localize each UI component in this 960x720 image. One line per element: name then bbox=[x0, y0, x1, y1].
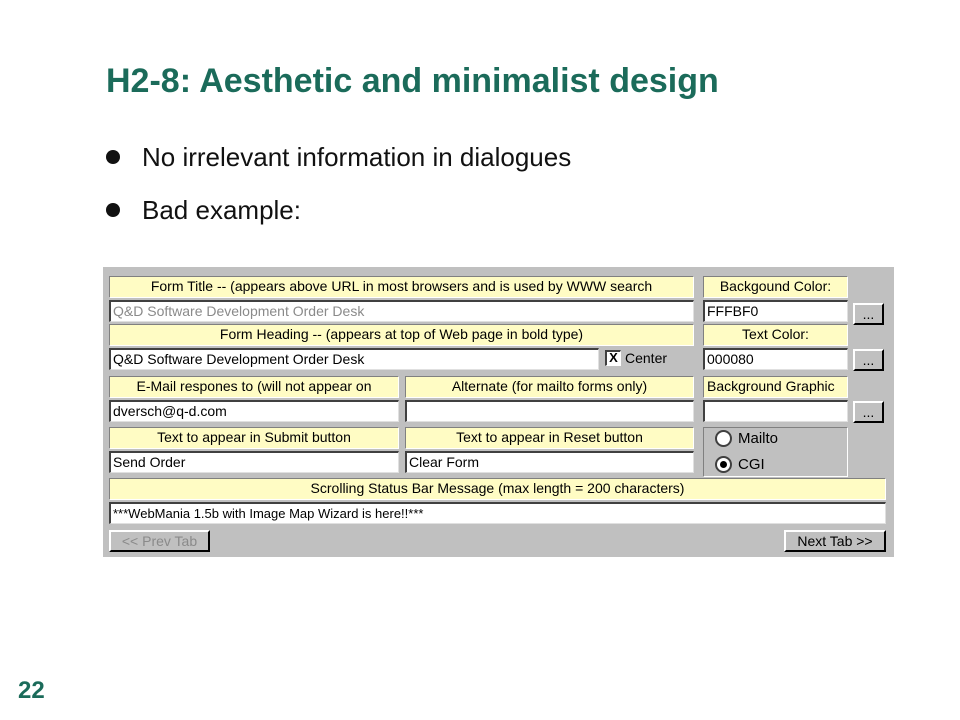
bullet-item bbox=[106, 142, 571, 173]
bullet-item bbox=[106, 195, 301, 226]
text-color-input[interactable]: 000080 bbox=[703, 348, 848, 370]
mailto-radio[interactable] bbox=[715, 429, 840, 451]
status-message-input[interactable]: ***WebMania 1.5b with Image Map Wizard is here!!*** bbox=[109, 502, 886, 524]
form-settings-dialog bbox=[97, 267, 894, 557]
form-title-input[interactable]: Q&D Software Development Order Desk bbox=[109, 300, 694, 322]
bullet-dot-icon bbox=[106, 150, 120, 164]
background-graphic-input[interactable] bbox=[703, 400, 848, 422]
bullet-dot-icon bbox=[106, 203, 120, 217]
background-graphic-browse-button[interactable]: ... bbox=[853, 401, 884, 423]
radio-selected-icon[interactable] bbox=[715, 456, 732, 473]
checkbox-box[interactable]: X bbox=[605, 350, 621, 366]
background-color-browse-button[interactable]: ... bbox=[853, 303, 884, 325]
alternate-label: Alternate (for mailto forms only) bbox=[405, 376, 694, 398]
mailto-label: Mailto bbox=[738, 430, 779, 447]
next-tab-button[interactable]: Next Tab >> bbox=[784, 530, 886, 552]
background-color-input[interactable]: FFFBF0 bbox=[703, 300, 848, 322]
text-color-label: Text Color: bbox=[703, 324, 848, 346]
submit-text-input[interactable]: Send Order bbox=[109, 451, 399, 473]
center-checkbox[interactable] bbox=[605, 348, 695, 370]
background-graphic-label: Background Graphic bbox=[703, 376, 848, 398]
text-color-browse-button[interactable]: ... bbox=[853, 349, 884, 371]
form-heading-label: Form Heading -- (appears at top of Web page in bold type) bbox=[109, 324, 694, 346]
reset-text-input[interactable]: Clear Form bbox=[405, 451, 694, 473]
radio-unselected-icon[interactable] bbox=[715, 430, 732, 447]
bullet-text: Bad example: bbox=[142, 195, 301, 225]
reset-text-label: Text to appear in Reset button bbox=[405, 427, 694, 449]
email-input[interactable]: dversch@q-d.com bbox=[109, 400, 399, 422]
form-title-label: Form Title -- (appears above URL in most browsers and is used by WWW search bbox=[109, 276, 694, 298]
form-heading-input[interactable]: Q&D Software Development Order Desk bbox=[109, 348, 599, 370]
prev-tab-button[interactable]: << Prev Tab bbox=[109, 530, 210, 552]
center-label: Center bbox=[625, 350, 668, 366]
page-number: 22 bbox=[18, 677, 45, 704]
status-message-label: Scrolling Status Bar Message (max length = 200 characters) bbox=[109, 478, 886, 500]
cgi-label: CGI bbox=[738, 456, 765, 473]
email-label: E-Mail respones to (will not appear on bbox=[109, 376, 399, 398]
submit-text-label: Text to appear in Submit button bbox=[109, 427, 399, 449]
slide-title: H2-8: Aesthetic and minimalist design bbox=[106, 62, 719, 100]
background-color-label: Backgound Color: bbox=[703, 276, 848, 298]
cgi-radio[interactable] bbox=[715, 455, 840, 475]
alternate-input[interactable] bbox=[405, 400, 694, 422]
dialog-left-edge bbox=[97, 267, 103, 557]
bullet-text: No irrelevant information in dialogues bbox=[142, 142, 572, 172]
